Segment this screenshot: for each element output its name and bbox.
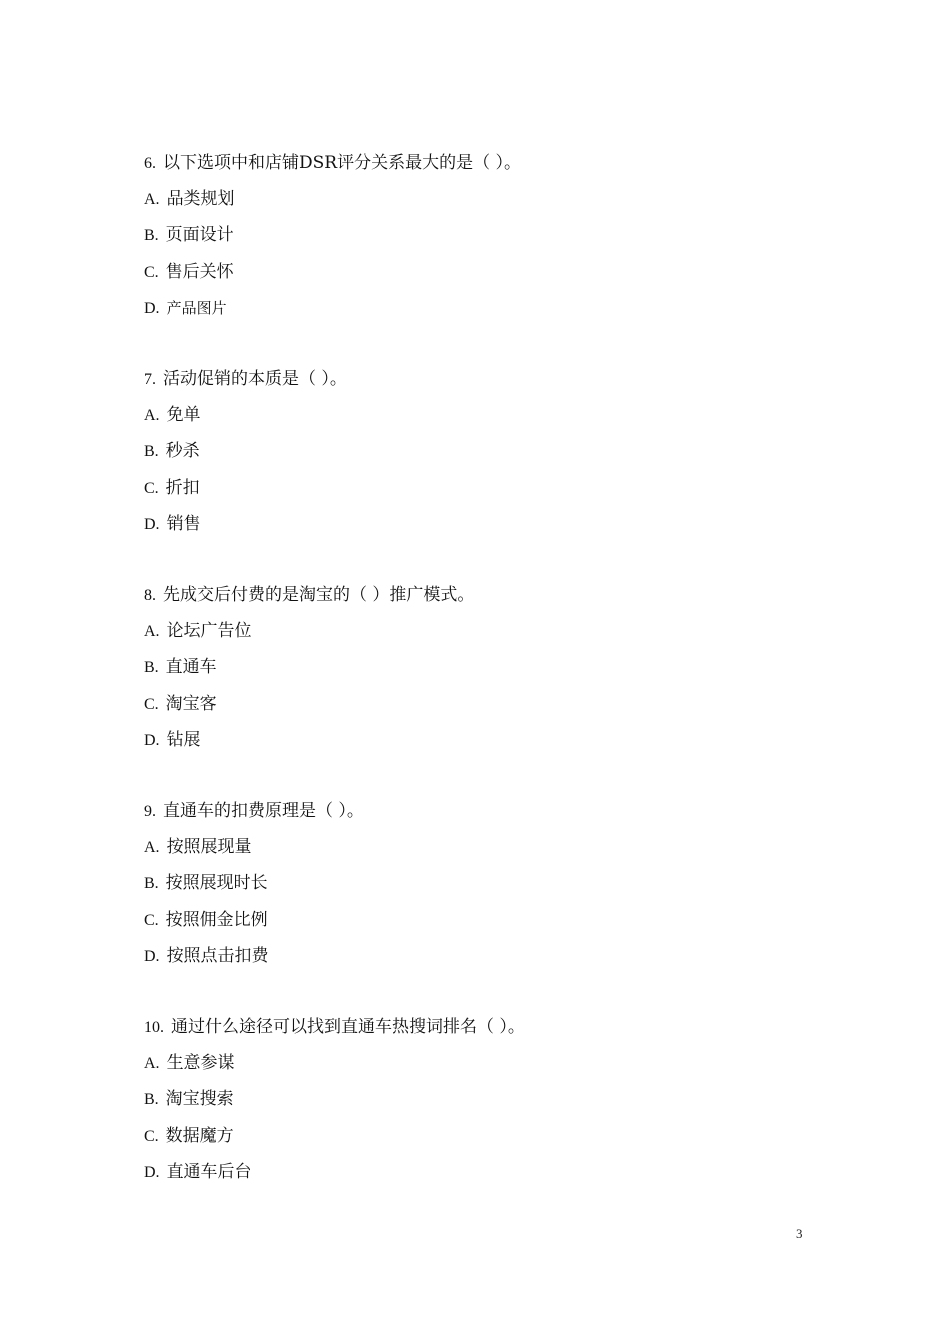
option-key: D. [144,299,160,317]
option-text: 免单 [166,405,201,425]
question-9 [144,793,844,974]
option-text: 淘宝客 [165,693,217,714]
option-key: A. [144,1055,160,1072]
option-key: B. [144,443,159,461]
option-key: B. [144,1091,159,1109]
question-text: 活动促销的本质是（ ）。 [163,369,347,389]
question-10 [144,1009,844,1190]
question-number: 10. [144,1019,164,1036]
option-c [144,902,844,938]
option-d [144,506,844,542]
option-key: A. [144,839,160,856]
option-text: 钻展 [166,729,201,750]
option-text: 品类规划 [166,189,235,209]
option-c [144,686,844,722]
option-text: 直通车后台 [166,1161,252,1182]
option-d [144,1154,844,1190]
page-number: 3 [796,1226,803,1241]
question-text: 直通车的扣费原理是（ ）。 [163,801,364,821]
question-6 [144,145,844,326]
option-text: 按照点击扣费 [166,945,269,966]
option-text: 按照佣金比例 [165,909,268,930]
option-text: 秒杀 [165,441,200,462]
option-text: 产品图片 [166,298,227,317]
option-c [144,470,844,506]
option-key: D. [144,731,160,749]
option-text: 按照展现时长 [165,873,268,894]
option-d [144,722,844,758]
option-key: B. [144,875,159,893]
option-a [144,181,844,217]
option-key: C. [144,911,159,929]
option-text: 页面设计 [165,225,234,246]
question-number: 6. [144,155,156,172]
option-key: A. [144,407,160,424]
option-b [144,649,844,685]
option-b [144,1081,844,1117]
option-c [144,254,844,290]
option-key: D. [144,515,160,533]
question-stem [144,577,844,613]
option-text: 售后关怀 [165,261,234,282]
option-text: 淘宝搜索 [165,1089,234,1110]
question-number: 8. [144,587,156,604]
question-text: 先成交后付费的是淘宝的（ ）推广模式。 [163,585,475,605]
option-text: 按照展现量 [166,837,252,857]
option-text: 销售 [166,513,201,534]
option-text: 数据魔方 [165,1125,234,1146]
option-key: B. [144,659,159,677]
question-stem [144,361,844,397]
option-text: 生意参谋 [166,1053,235,1073]
option-d [144,938,844,974]
question-stem [144,145,844,181]
option-a [144,397,844,433]
option-key: C. [144,479,159,497]
option-c [144,1118,844,1154]
question-text: 以下选项中和店铺DSR评分关系最大的是（ ）。 [163,153,521,173]
option-key: D. [144,947,160,965]
option-key: B. [144,227,159,245]
option-key: C. [144,263,159,281]
option-key: D. [144,1163,160,1181]
option-key: C. [144,695,159,713]
option-b [144,433,844,469]
option-key: A. [144,623,160,640]
option-a [144,613,844,649]
question-8 [144,577,844,758]
option-b [144,217,844,253]
option-a [144,1045,844,1081]
option-a [144,829,844,865]
option-text: 折扣 [165,477,200,498]
question-number: 9. [144,803,156,820]
question-stem [144,793,844,829]
option-text: 论坛广告位 [166,621,252,641]
question-text: 通过什么途径可以找到直通车热搜词排名（ ）。 [171,1017,525,1037]
option-text: 直通车 [165,657,217,678]
option-d [144,290,844,326]
option-key: A. [144,191,160,208]
question-number: 7. [144,371,156,388]
question-7 [144,361,844,542]
option-b [144,865,844,901]
option-key: C. [144,1127,159,1145]
question-stem [144,1009,844,1045]
